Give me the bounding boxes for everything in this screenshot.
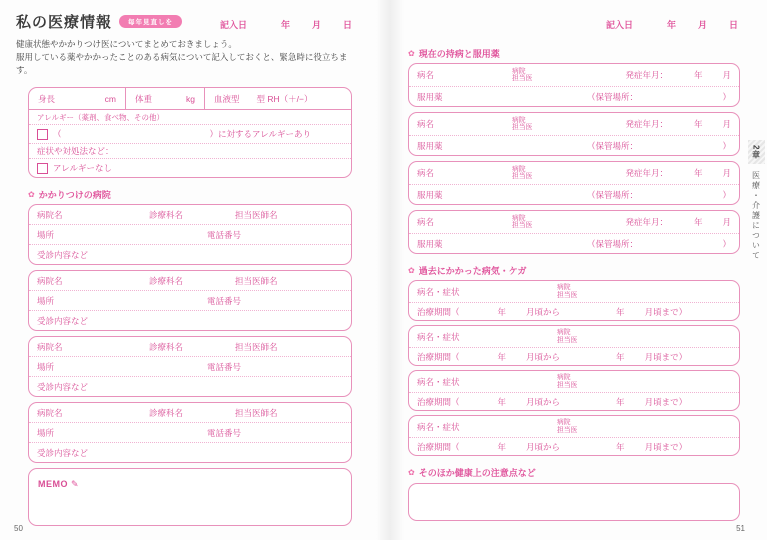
to-year-label: 年 xyxy=(616,396,625,407)
hospital-name-label: 病院名 xyxy=(37,407,63,418)
day-label: 日 xyxy=(728,20,738,30)
from-month-label: 月頃から xyxy=(526,351,561,362)
height-unit: cm xyxy=(104,93,116,104)
visit-content-label: 受診内容など xyxy=(37,249,89,260)
hospital-block-row3 xyxy=(29,377,351,396)
memo-box xyxy=(28,468,352,526)
current-illness-block xyxy=(408,210,740,254)
hospital-block xyxy=(28,336,352,397)
year-label: 年 xyxy=(280,20,290,30)
weight-cell xyxy=(126,88,205,109)
hospital-block xyxy=(28,204,352,265)
doctor-label: 担当医 xyxy=(557,291,578,299)
hospital-block-row2 xyxy=(29,423,351,443)
chapter-title: 医療・介護について xyxy=(751,171,761,262)
year-label: 年 xyxy=(666,20,676,30)
doctor-name-label: 担当医師名 xyxy=(235,209,278,220)
allergy-symptom-row xyxy=(29,144,351,159)
to-year-label: 年 xyxy=(616,441,625,452)
page-title: 私の医療情報 xyxy=(16,13,113,31)
hospital-doctor-cell xyxy=(557,329,731,344)
to-month-label: 月頃まで） xyxy=(644,351,688,362)
hospital-label: 病院 xyxy=(512,116,526,124)
hospital-block xyxy=(28,402,352,463)
storage-open-label: （保管場所： xyxy=(587,238,639,249)
page-number-left: 50 xyxy=(14,524,23,533)
hospital-block-row2 xyxy=(29,357,351,377)
disease-name-label: 病名 xyxy=(417,217,435,227)
current-block-row1 xyxy=(409,162,739,185)
treatment-period-label: 治療期間（ xyxy=(417,306,460,317)
allergy-none-label: アレルギーなし xyxy=(53,163,112,173)
treatment-period-label: 治療期間（ xyxy=(417,441,460,452)
medicine-label: 服用薬 xyxy=(417,91,443,102)
hospital-block-row3 xyxy=(29,443,351,462)
storage-close-label: ） xyxy=(722,91,731,102)
storage-open-label: （保管場所： xyxy=(587,189,639,200)
from-year-label: 年 xyxy=(497,441,507,452)
onset-label: 発症年月： xyxy=(625,217,668,227)
height-label: 身長 xyxy=(38,93,56,104)
checkbox-icon xyxy=(37,163,48,174)
hospital-name-label: 病院名 xyxy=(37,209,63,220)
storage-close-label: ） xyxy=(722,189,731,200)
visit-content-label: 受診内容など xyxy=(37,315,89,326)
current-block-row2 xyxy=(409,185,739,204)
hospital-label: 病院 xyxy=(512,214,526,222)
intro-line-1: 健康状態やかかりつけ医についてまとめておきましょう。 xyxy=(16,39,237,49)
entry-date-row xyxy=(220,18,352,31)
past-block-row1 xyxy=(409,416,739,438)
past-illness-block xyxy=(408,325,740,366)
doctor-label: 担当医 xyxy=(512,75,533,82)
department-label: 診療科名 xyxy=(149,275,184,286)
pencil-icon: ✎ xyxy=(71,479,79,489)
department-label: 診療科名 xyxy=(149,341,184,352)
blood-type-cell xyxy=(205,88,351,109)
hospital-block-row1 xyxy=(29,271,351,291)
flower-icon: ✿ xyxy=(28,189,35,199)
doctor-label: 担当医 xyxy=(557,426,578,434)
doctor-label: 担当医 xyxy=(512,222,533,229)
month-label: 月 xyxy=(722,168,731,178)
current-block-row2 xyxy=(409,136,739,155)
hospital-label: 病院 xyxy=(557,374,571,381)
hospital-label: 病院 xyxy=(512,165,526,173)
current-block-row1 xyxy=(409,211,739,234)
allergy-title: アレルギー（薬剤、食べ物、その他） xyxy=(37,112,165,122)
from-month-label: 月頃から xyxy=(526,441,561,452)
current-block-row2 xyxy=(409,234,739,253)
weight-label: 体重 xyxy=(135,93,153,104)
hospital-block-row3 xyxy=(29,311,351,330)
flower-icon: ✿ xyxy=(408,265,415,275)
memo-label: MEMO xyxy=(38,479,68,489)
to-month-label: 月頃まで） xyxy=(644,396,688,407)
year-label: 年 xyxy=(693,70,703,80)
hospital-label: 病院 xyxy=(557,329,571,336)
visit-content-label: 受診内容など xyxy=(37,447,89,458)
month-label: 月 xyxy=(722,119,731,129)
allergy-paren-open: （ xyxy=(53,129,62,139)
treatment-period-label: 治療期間（ xyxy=(417,351,460,362)
hospital-name-label: 病院名 xyxy=(37,275,63,286)
year-label: 年 xyxy=(693,168,703,178)
page-number-right: 51 xyxy=(736,524,745,533)
disease-symptom-label: 病名・症状 xyxy=(417,376,460,387)
hospital-doctor-cell xyxy=(557,419,731,434)
medicine-label: 服用薬 xyxy=(417,238,443,249)
right-page xyxy=(408,0,740,521)
left-page xyxy=(16,0,354,526)
past-illness-blocks xyxy=(408,280,740,456)
phone-label: 電話番号 xyxy=(207,427,242,438)
month-label: 月 xyxy=(697,20,707,30)
checkbox-icon xyxy=(37,129,48,140)
disease-name-label: 病名 xyxy=(417,70,435,80)
current-illness-section-title xyxy=(408,46,740,60)
allergy-none-row xyxy=(29,159,351,177)
hospital-block-row3 xyxy=(29,245,351,264)
doctor-label: 担当医 xyxy=(512,173,533,180)
hospital-block-row2 xyxy=(29,225,351,245)
hospital-block-row2 xyxy=(29,291,351,311)
other-notes-box xyxy=(408,483,740,521)
current-illness-block xyxy=(408,112,740,156)
current-illness-block xyxy=(408,161,740,205)
hospital-doctor-cell xyxy=(557,374,731,389)
entry-date-label: 記入日 xyxy=(605,20,633,30)
current-block-row2 xyxy=(409,87,739,106)
past-block-row2 xyxy=(409,438,739,455)
storage-close-label: ） xyxy=(722,238,731,249)
onset-label: 発症年月： xyxy=(625,168,668,178)
past-illness-section-title xyxy=(408,263,740,277)
vitals-row xyxy=(29,88,351,110)
month-label: 月 xyxy=(311,20,321,30)
flower-icon: ✿ xyxy=(408,467,415,477)
past-block-row2 xyxy=(409,303,739,320)
hospital-block-row1 xyxy=(29,205,351,225)
intro-text xyxy=(16,38,354,77)
review-badge: 毎年見直しを xyxy=(119,15,182,28)
hospital-section-title xyxy=(28,187,354,201)
phone-label: 電話番号 xyxy=(207,295,242,306)
medicine-label: 服用薬 xyxy=(417,140,443,151)
hospital-blocks xyxy=(28,204,352,463)
intro-line-2: 服用している薬やかかったことのある病気について記入しておくと、緊急時に役立ちます。 xyxy=(16,52,348,75)
doctor-label: 担当医 xyxy=(557,381,578,389)
month-label: 月 xyxy=(722,217,731,227)
past-block-row1 xyxy=(409,281,739,303)
past-illness-block xyxy=(408,370,740,411)
department-label: 診療科名 xyxy=(149,209,184,220)
year-label: 年 xyxy=(693,119,703,129)
entry-date-row xyxy=(606,18,738,31)
disease-symptom-label: 病名・症状 xyxy=(417,286,460,297)
hospital-block xyxy=(28,270,352,331)
past-block-row1 xyxy=(409,326,739,348)
hospital-label: 病院 xyxy=(557,419,571,426)
year-label: 年 xyxy=(693,217,703,227)
page-gutter xyxy=(376,0,404,540)
past-block-row1 xyxy=(409,371,739,393)
weight-unit: kg xyxy=(186,93,195,104)
hospital-doctor-cell xyxy=(512,68,625,83)
allergy-has-label: ）に対するアレルギーあり xyxy=(209,129,311,139)
other-notes-label: そのほか健康上の注意点など xyxy=(418,467,536,478)
place-label: 場所 xyxy=(37,295,55,306)
past-block-row2 xyxy=(409,348,739,365)
from-year-label: 年 xyxy=(497,351,507,362)
past-illness-label: 過去にかかった病気・ケガ xyxy=(418,265,527,276)
phone-label: 電話番号 xyxy=(207,229,242,240)
doctor-label: 担当医 xyxy=(557,336,578,344)
phone-label: 電話番号 xyxy=(207,361,242,372)
past-block-row2 xyxy=(409,393,739,410)
from-month-label: 月頃から xyxy=(526,306,561,317)
place-label: 場所 xyxy=(37,229,55,240)
doctor-name-label: 担当医師名 xyxy=(235,341,278,352)
place-label: 場所 xyxy=(37,361,55,372)
current-block-row1 xyxy=(409,64,739,87)
disease-name-label: 病名 xyxy=(417,168,435,178)
height-cell xyxy=(29,88,126,109)
disease-name-label: 病名 xyxy=(417,119,435,129)
hospital-name-label: 病院名 xyxy=(37,341,63,352)
from-year-label: 年 xyxy=(497,396,507,407)
day-label: 日 xyxy=(342,20,352,30)
to-month-label: 月頃まで） xyxy=(644,441,688,452)
blood-type-label: 血液型 xyxy=(214,93,240,104)
storage-open-label: （保管場所： xyxy=(587,140,639,151)
storage-open-label: （保管場所： xyxy=(587,91,639,102)
hospital-block-row1 xyxy=(29,337,351,357)
to-year-label: 年 xyxy=(616,351,625,362)
from-month-label: 月頃から xyxy=(526,396,561,407)
hospital-block-row1 xyxy=(29,403,351,423)
storage-close-label: ） xyxy=(722,140,731,151)
current-illness-blocks xyxy=(408,63,740,254)
hospital-doctor-cell xyxy=(512,215,625,230)
disease-symptom-label: 病名・症状 xyxy=(417,421,460,432)
medicine-label: 服用薬 xyxy=(417,189,443,200)
doctor-name-label: 担当医師名 xyxy=(235,407,278,418)
entry-date-label: 記入日 xyxy=(219,20,247,30)
blood-type-suffix: 型 RH（＋/−） xyxy=(256,93,313,104)
other-notes-section-title xyxy=(408,465,740,479)
doctor-name-label: 担当医師名 xyxy=(235,275,278,286)
hospital-section-label: かかりつけの病院 xyxy=(38,189,111,200)
hospital-label: 病院 xyxy=(512,67,526,75)
from-year-label: 年 xyxy=(497,306,507,317)
to-month-label: 月頃まで） xyxy=(644,306,688,317)
symptom-label: 症状や対処法など： xyxy=(37,146,114,156)
doctor-label: 担当医 xyxy=(512,124,533,131)
department-label: 診療科名 xyxy=(149,407,184,418)
hospital-label: 病院 xyxy=(557,284,571,291)
disease-symptom-label: 病名・症状 xyxy=(417,331,460,342)
vitals-allergy-box xyxy=(28,87,352,178)
to-year-label: 年 xyxy=(616,306,625,317)
allergy-title-row xyxy=(29,110,351,125)
hospital-doctor-cell xyxy=(557,284,731,299)
past-illness-block xyxy=(408,280,740,321)
chapter-number: 2章 xyxy=(748,140,765,164)
flower-icon: ✿ xyxy=(408,48,415,58)
place-label: 場所 xyxy=(37,427,55,438)
current-illness-block xyxy=(408,63,740,107)
hospital-doctor-cell xyxy=(512,166,625,181)
onset-label: 発症年月： xyxy=(625,70,668,80)
hospital-doctor-cell xyxy=(512,117,625,132)
past-illness-block xyxy=(408,415,740,456)
allergy-checkbox-row xyxy=(29,125,351,144)
month-label: 月 xyxy=(722,70,731,80)
chapter-side-tab xyxy=(745,140,767,261)
current-block-row1 xyxy=(409,113,739,136)
visit-content-label: 受診内容など xyxy=(37,381,89,392)
onset-label: 発症年月： xyxy=(625,119,668,129)
current-illness-label: 現在の持病と服用薬 xyxy=(418,48,500,59)
treatment-period-label: 治療期間（ xyxy=(417,396,460,407)
